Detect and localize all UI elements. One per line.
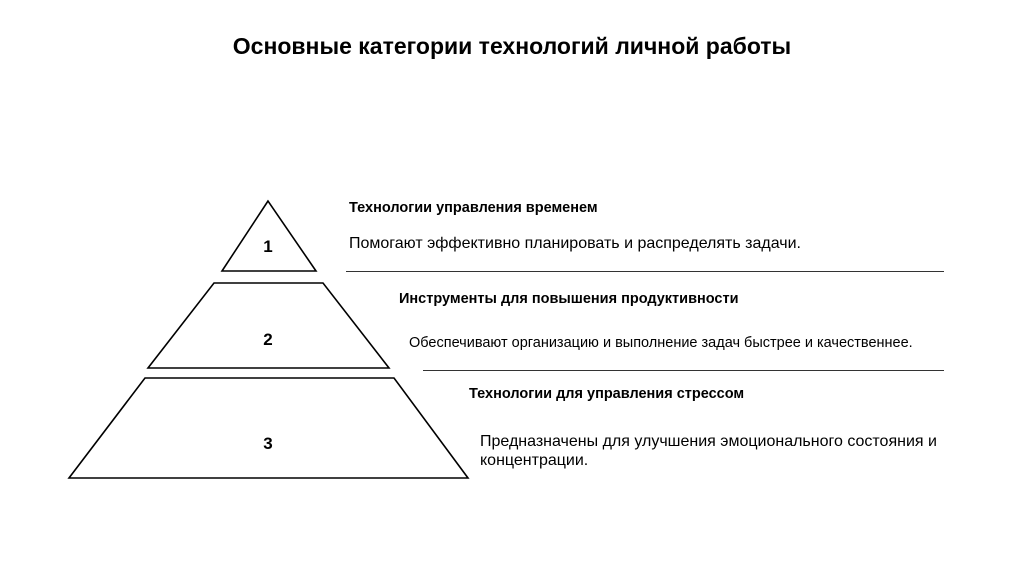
- level-3-heading: Технологии для управления стрессом: [469, 386, 745, 402]
- pyramid-level-3: [69, 378, 468, 478]
- level-1-description: Помогают эффективно планировать и распределять задачи.: [349, 235, 801, 252]
- slide-title: Основные категории технологий личной работы: [232, 33, 792, 59]
- divider-2: [423, 370, 944, 371]
- pyramid-level-1: [222, 201, 316, 271]
- level-3-description: Предназначены для улучшения эмоционального состояния и концентрации.: [480, 433, 937, 469]
- level-3-number: 3: [263, 434, 273, 453]
- level-1-number: 1: [263, 237, 273, 256]
- level-1-heading: Технологии управления временем: [349, 200, 598, 216]
- level-2-description: Обеспечивают организацию и выполнение задач быстрее и качественнее.: [409, 335, 913, 351]
- level-2-heading: Инструменты для повышения продуктивности: [399, 291, 739, 307]
- level-2-number: 2: [263, 330, 273, 349]
- divider-1: [346, 271, 944, 272]
- pyramid-level-2: [148, 283, 389, 368]
